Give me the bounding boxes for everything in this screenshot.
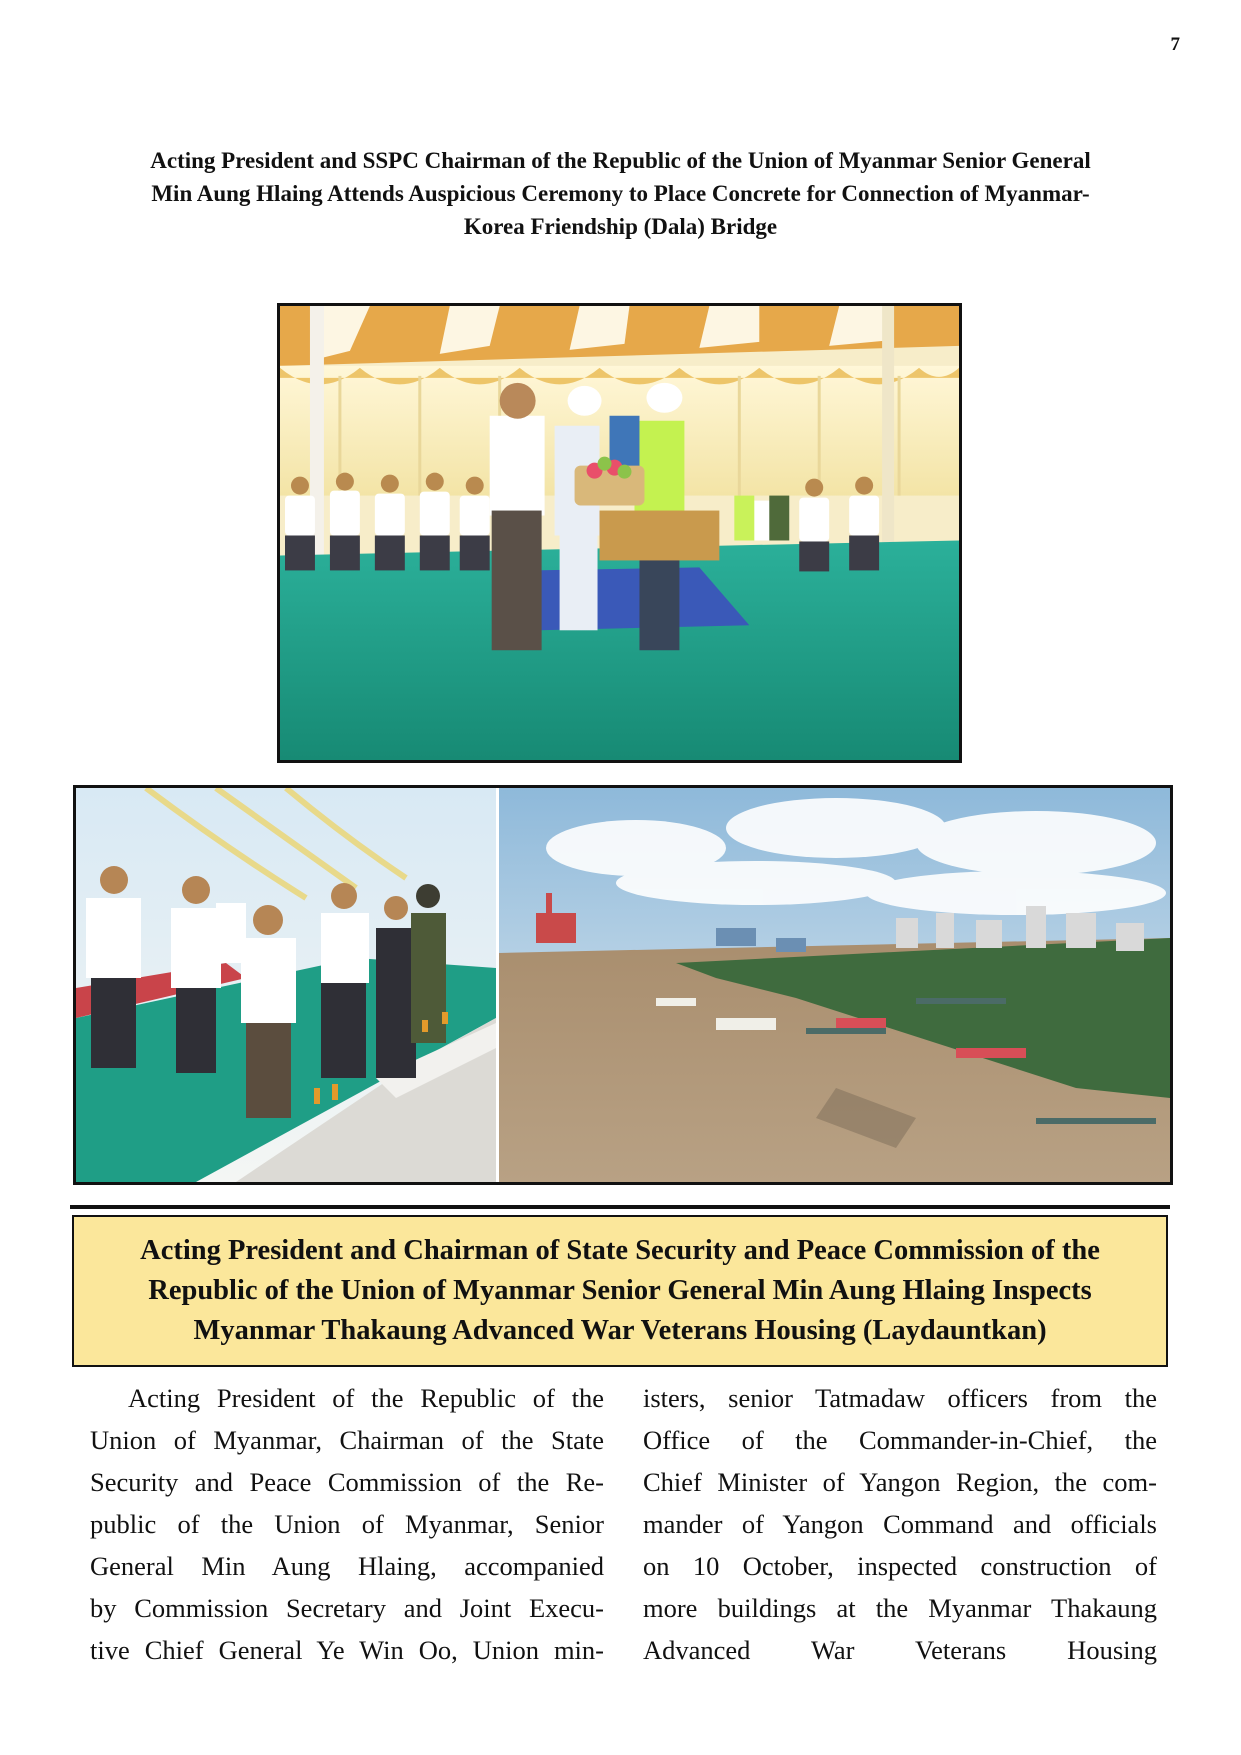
headline-line: Korea Friendship (Dala) Bridge xyxy=(463,214,778,239)
body-column-left xyxy=(90,1377,604,1671)
body-column-right xyxy=(643,1377,1157,1671)
article-1-headline xyxy=(80,144,1161,243)
article-2-headline xyxy=(90,1231,1150,1351)
ceremony-photo xyxy=(277,303,962,763)
headline-line: Republic of the Union of Myanmar Senior General Min Aung Hlaing Inspects xyxy=(148,1275,1092,1306)
body-line: Security and Peace Commission of the Re- xyxy=(90,1467,604,1497)
body-line: Office of the Commander-in-Chief, the xyxy=(643,1425,1157,1455)
body-line: General Min Aung Hlaing, accompanied xyxy=(90,1551,604,1581)
body-line: by Commission Secretary and Joint Execu- xyxy=(90,1593,604,1623)
body-line: on 10 October, inspected construction of xyxy=(643,1551,1157,1581)
inspection-photo-strip xyxy=(73,785,1173,1185)
body-line: more buildings at the Myanmar Thakaung xyxy=(643,1593,1157,1623)
article-2-body xyxy=(90,1377,1158,1677)
headline-line: Acting President and SSPC Chairman of the Republic of the Union of Myanmar Senior General xyxy=(150,148,1091,173)
headline-line: Acting President and Chairman of State Security and Peace Commission of the xyxy=(140,1235,1100,1266)
body-line: tive Chief General Ye Win Oo, Union min- xyxy=(90,1635,604,1665)
ceremony-photo-image xyxy=(280,306,959,760)
headline-line: Myanmar Thakaung Advanced War Veterans Housing (Laydauntkan) xyxy=(193,1315,1047,1346)
body-line: Chief Minister of Yangon Region, the com- xyxy=(643,1467,1157,1497)
article-2-headline-box xyxy=(72,1215,1168,1367)
inspection-photo-strip-image xyxy=(76,788,1170,1182)
body-line: Advanced War Veterans Housing xyxy=(643,1635,1157,1665)
body-line: public of the Union of Myanmar, Senior xyxy=(90,1509,604,1539)
section-divider xyxy=(70,1205,1170,1209)
body-line: Acting President of the Republic of the xyxy=(128,1383,604,1413)
page-number: 7 xyxy=(1170,34,1180,55)
body-line: Union of Myanmar, Chairman of the State xyxy=(90,1425,604,1455)
body-line: mander of Yangon Command and officials xyxy=(643,1509,1157,1539)
body-line: isters, senior Tatmadaw officers from the xyxy=(643,1383,1157,1413)
headline-line: Min Aung Hlaing Attends Auspicious Ceremony to Place Concrete for Connection of Myanmar- xyxy=(151,181,1090,206)
